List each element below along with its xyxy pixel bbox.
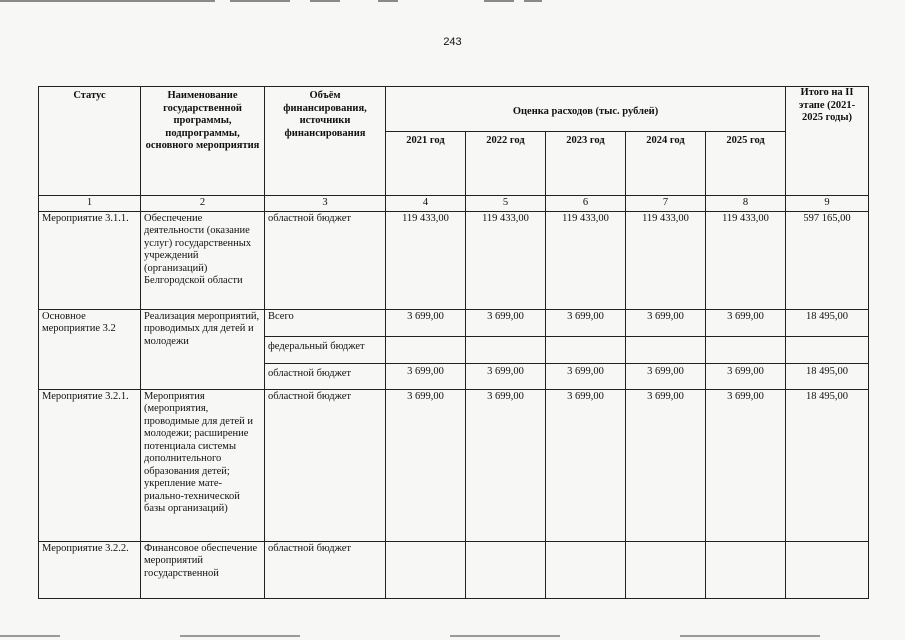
value-2022 (466, 336, 546, 363)
header-year-2022: 2022 год (466, 132, 546, 196)
value-2021: 119 433,00 (386, 211, 466, 309)
col-number: 9 (786, 196, 869, 212)
value-2024: 3 699,00 (626, 309, 706, 336)
table-row (39, 211, 869, 309)
value-2023 (546, 541, 626, 598)
header-status: Статус (39, 87, 141, 196)
value-2021: 3 699,00 (386, 363, 466, 389)
header-year-2024: 2024 год (626, 132, 706, 196)
budget-table (38, 86, 869, 599)
value-2025: 3 699,00 (706, 309, 786, 336)
value-total: 18 495,00 (786, 309, 869, 336)
row-source: областной бюджет (265, 363, 386, 389)
value-2025: 3 699,00 (706, 363, 786, 389)
value-2022 (466, 541, 546, 598)
row-status: Мероприятие 3.1.1. (39, 211, 141, 309)
col-number: 7 (626, 196, 706, 212)
row-name: Реализация мероприятий, проводимых для детей и молодежи (141, 309, 265, 389)
table-row (39, 389, 869, 541)
value-2023: 3 699,00 (546, 363, 626, 389)
page-number: 243 (443, 36, 462, 48)
row-name: Обеспечение деятельности (оказание услуг) государственных учреждений (организаций) Белгородской области (141, 211, 265, 309)
scan-edge-top (0, 0, 905, 3)
table-row (39, 309, 869, 336)
col-number: 3 (265, 196, 386, 212)
col-number: 4 (386, 196, 466, 212)
column-number-row (39, 196, 869, 212)
header-total: Итого на II этапе (2021-2025 годы) (786, 87, 869, 196)
value-total: 597 165,00 (786, 211, 869, 309)
value-2021 (386, 336, 466, 363)
value-2024: 3 699,00 (626, 389, 706, 541)
value-2023: 119 433,00 (546, 211, 626, 309)
value-2025 (706, 336, 786, 363)
col-number: 8 (706, 196, 786, 212)
value-2023 (546, 336, 626, 363)
row-source: федеральный бюджет (265, 336, 386, 363)
header-year-2023: 2023 год (546, 132, 626, 196)
header-name: Наименование государственной программы, подпрограммы, основного мероприятия (141, 87, 265, 196)
row-status: Мероприятие 3.2.2. (39, 541, 141, 598)
value-2024 (626, 541, 706, 598)
value-total (786, 541, 869, 598)
value-2024: 3 699,00 (626, 363, 706, 389)
table-row (39, 541, 869, 598)
row-status: Основное мероприятие 3.2 (39, 309, 141, 389)
col-number: 1 (39, 196, 141, 212)
value-2025: 119 433,00 (706, 211, 786, 309)
value-2025 (706, 541, 786, 598)
value-2022: 3 699,00 (466, 363, 546, 389)
value-2021: 3 699,00 (386, 389, 466, 541)
value-2022: 3 699,00 (466, 309, 546, 336)
value-2022: 119 433,00 (466, 211, 546, 309)
row-source: Всего (265, 309, 386, 336)
row-source: областной бюджет (265, 389, 386, 541)
value-total: 18 495,00 (786, 363, 869, 389)
value-total (786, 336, 869, 363)
value-2023: 3 699,00 (546, 389, 626, 541)
col-number: 5 (466, 196, 546, 212)
row-name: Финансовое обеспечение мероприятий государственной (141, 541, 265, 598)
value-2025: 3 699,00 (706, 389, 786, 541)
row-source: областной бюджет (265, 541, 386, 598)
col-number: 2 (141, 196, 265, 212)
value-2023: 3 699,00 (546, 309, 626, 336)
value-2022: 3 699,00 (466, 389, 546, 541)
row-name: Мероприятия (мероприятия, проводимые для детей и молодежи; расширение потенциала системы дополнительного образования детей; укрепление мате- риально-технической базы организаций) (141, 389, 265, 541)
header-volume: Объём финансирования, источники финансирования (265, 87, 386, 196)
header-estimate: Оценка расходов (тыс. рублей) (386, 87, 786, 132)
header-year-2021: 2021 год (386, 132, 466, 196)
value-2024: 119 433,00 (626, 211, 706, 309)
row-status: Мероприятие 3.2.1. (39, 389, 141, 541)
value-2021 (386, 541, 466, 598)
value-2021: 3 699,00 (386, 309, 466, 336)
scan-edge-bottom (0, 635, 905, 638)
header-year-2025: 2025 год (706, 132, 786, 196)
row-source: областной бюджет (265, 211, 386, 309)
value-2024 (626, 336, 706, 363)
value-total: 18 495,00 (786, 389, 869, 541)
col-number: 6 (546, 196, 626, 212)
